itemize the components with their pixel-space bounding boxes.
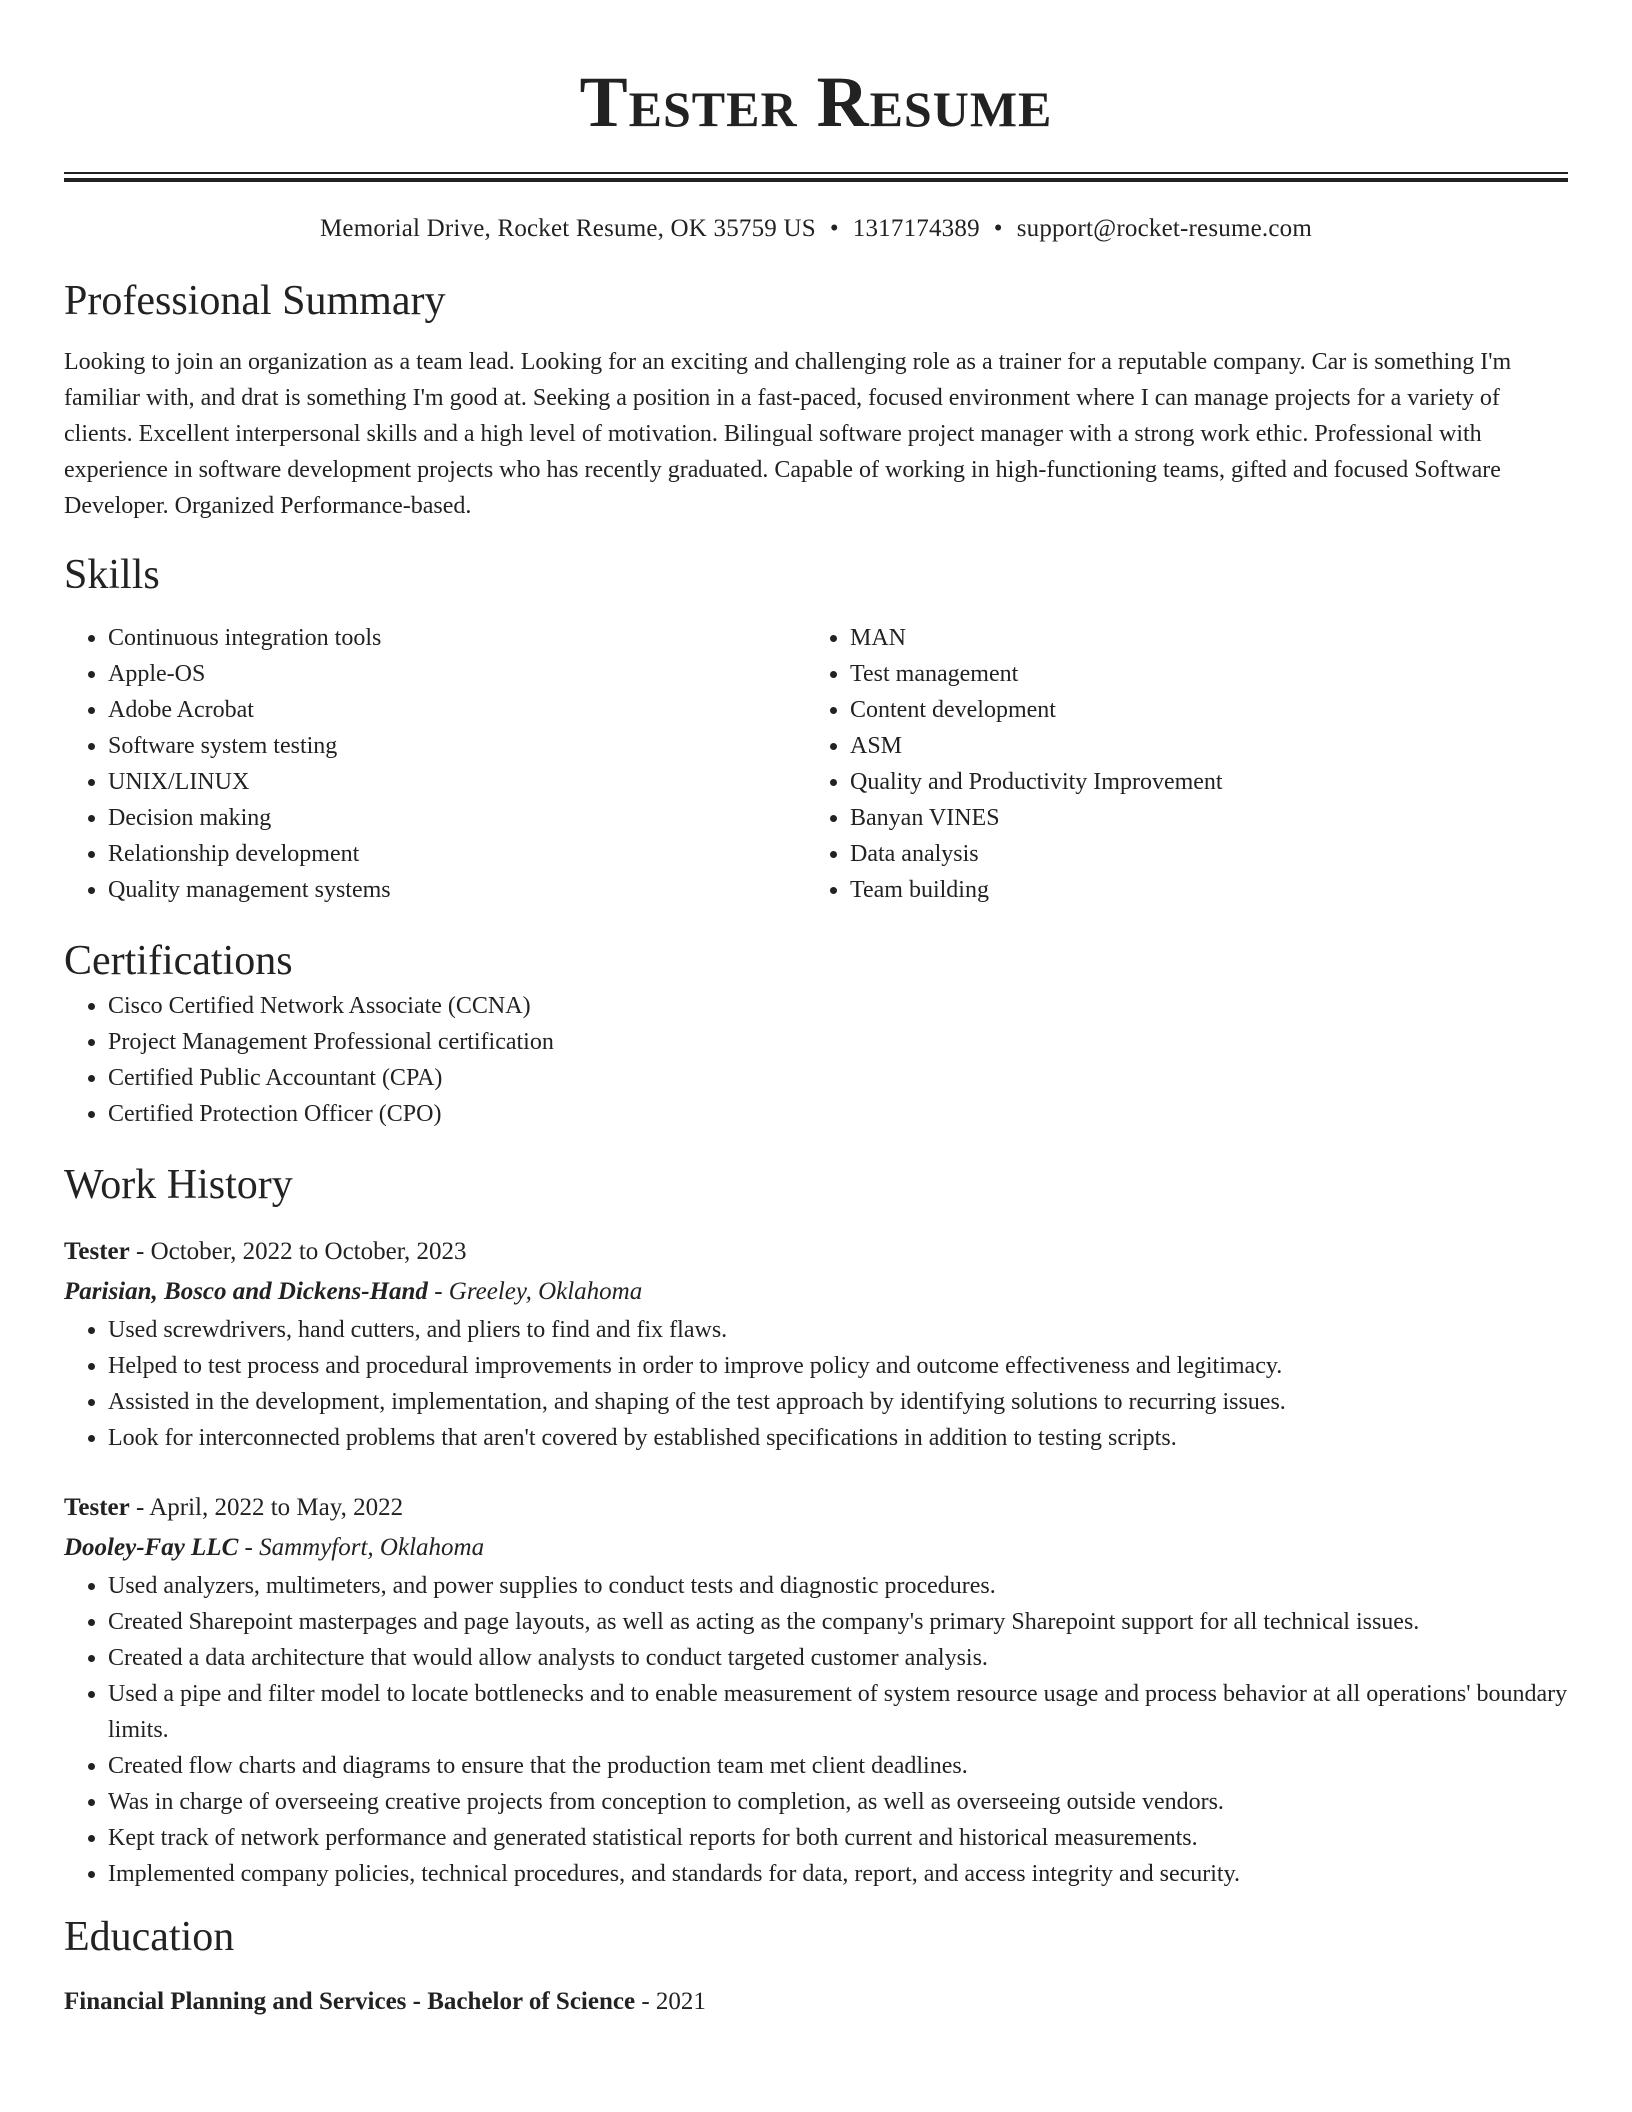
responsibility-item: • Implemented company policies, technical procedures, and standards for data, report, and access integrity and security. (108, 1856, 1568, 1892)
certification-item: • Certified Protection Officer (CPO) (108, 1096, 1568, 1132)
job-company: Dooley-Fay LLC (64, 1534, 239, 1561)
job-responsibilities (64, 1568, 1568, 1892)
skill-item: • MAN (850, 620, 1548, 656)
job-location: Sammyfort, Oklahoma (259, 1534, 485, 1561)
job-dash: - (427, 1278, 449, 1305)
skill-item: • Banyan VINES (850, 800, 1548, 836)
certifications-list (64, 988, 1568, 1132)
skills-column-left (64, 620, 806, 908)
education-degree: Financial Planning and Services - Bachelor of Science (64, 1988, 636, 2015)
responsibility-item: • Kept track of network performance and generated statistical reports for both current and historical measurements. (108, 1820, 1568, 1856)
section-title-work-history: Work History (64, 1162, 293, 1208)
education-entry (64, 1984, 1568, 2020)
responsibility-item: • Created flow charts and diagrams to ensure that the production team met client deadlines. (108, 1748, 1568, 1784)
job-company-line (64, 1272, 1568, 1312)
skill-item: • UNIX/LINUX (108, 764, 806, 800)
section-title-education: Education (64, 1914, 235, 1960)
responsibility-item: • Used analyzers, multimeters, and power supplies to conduct tests and diagnostic procedures. (108, 1568, 1568, 1604)
skill-item: • Data analysis (850, 836, 1548, 872)
contact-email: support@rocket-resume.com (1016, 215, 1313, 242)
section-title-summary: Professional Summary (64, 278, 446, 324)
skills-list-right (806, 620, 1548, 908)
contact-address: Memorial Drive, Rocket Resume, OK 35759 US (319, 215, 816, 242)
skill-item: • Software system testing (108, 728, 806, 764)
job-title-line (64, 1488, 1568, 1528)
skill-item: • Content development (850, 692, 1548, 728)
job-dates: April, 2022 to May, 2022 (149, 1494, 404, 1521)
skill-item: • Quality management systems (108, 872, 806, 908)
section-title-certifications: Certifications (64, 938, 293, 984)
summary-text: Looking to join an organization as a team lead. Looking for an exciting and challenging role as a trainer for a reputable company. Car is something I'm familiar with, and drat is something I'm good at. Seeking a position in a fast-paced, focused environment where I can manage projects for a variety of clients. Excellent interpersonal skills and a high level of motivation. Bilingual software project manager with a strong work ethic. Professional with experience in software development projects who has recently graduated. Capable of working in high-functioning teams, gifted and focused Software Developer. Organized Performance-based. (64, 349, 1512, 519)
contact-separator: • (829, 215, 839, 242)
responsibility-item: • Look for interconnected problems that aren't covered by established specifications in addition to testing scripts. (108, 1420, 1568, 1456)
job-company-line (64, 1528, 1568, 1568)
job-role: Tester (64, 1494, 130, 1521)
skill-item: • Continuous integration tools (108, 620, 806, 656)
skill-item: • Team building (850, 872, 1548, 908)
contact-separator: • (993, 215, 1003, 242)
education-dash: - (635, 1988, 656, 2015)
responsibility-item: • Helped to test process and procedural improvements in order to improve policy and outcome effectiveness and legitimacy. (108, 1348, 1568, 1384)
skills-grid (64, 620, 1568, 908)
certification-item: • Cisco Certified Network Associate (CCNA) (108, 988, 1568, 1024)
responsibility-item: • Used a pipe and filter model to locate bottlenecks and to enable measurement of system resource usage and process behavior at all operations' boundary limits. (108, 1676, 1568, 1748)
skill-item: • Relationship development (108, 836, 806, 872)
job-dash: - (129, 1494, 150, 1521)
education-year: 2021 (655, 1988, 706, 2015)
job-entry (64, 1232, 1568, 1456)
skill-item: • ASM (850, 728, 1548, 764)
job-company: Parisian, Bosco and Dickens-Hand (64, 1278, 428, 1305)
contact-phone: 1317174389 (852, 215, 980, 242)
certification-item: • Certified Public Accountant (CPA) (108, 1060, 1568, 1096)
job-role: Tester (64, 1238, 130, 1265)
job-location: Greeley, Oklahoma (448, 1278, 643, 1305)
contact-line (64, 212, 1568, 246)
skill-item: • Test management (850, 656, 1548, 692)
skills-column-right (806, 620, 1548, 908)
job-dash: - (238, 1534, 260, 1561)
job-dates: October, 2022 to October, 2023 (150, 1238, 467, 1265)
job-responsibilities (64, 1312, 1568, 1456)
skills-list-left (64, 620, 806, 908)
skill-item: • Apple-OS (108, 656, 806, 692)
job-entry (64, 1488, 1568, 1892)
job-title-line (64, 1232, 1568, 1272)
responsibility-item: • Was in charge of overseeing creative projects from conception to completion, as well as overseeing outside vendors. (108, 1784, 1568, 1820)
resume-name: Tester Resume (579, 62, 1053, 142)
responsibility-item: • Created a data architecture that would allow analysts to conduct targeted customer analysis. (108, 1640, 1568, 1676)
certification-item: • Project Management Professional certification (108, 1024, 1568, 1060)
job-dash: - (129, 1238, 151, 1265)
responsibility-item: • Assisted in the development, implementation, and shaping of the test approach by identifying solutions to recurring issues. (108, 1384, 1568, 1420)
skill-item: • Adobe Acrobat (108, 692, 806, 728)
responsibility-item: • Created Sharepoint masterpages and page layouts, as well as acting as the company's primary Sharepoint support for all technical issues. (108, 1604, 1568, 1640)
header-divider (64, 172, 1568, 182)
section-title-skills: Skills (64, 552, 160, 598)
skill-item: • Decision making (108, 800, 806, 836)
skill-item: • Quality and Productivity Improvement (850, 764, 1548, 800)
responsibility-item: • Used screwdrivers, hand cutters, and pliers to find and fix flaws. (108, 1312, 1568, 1348)
